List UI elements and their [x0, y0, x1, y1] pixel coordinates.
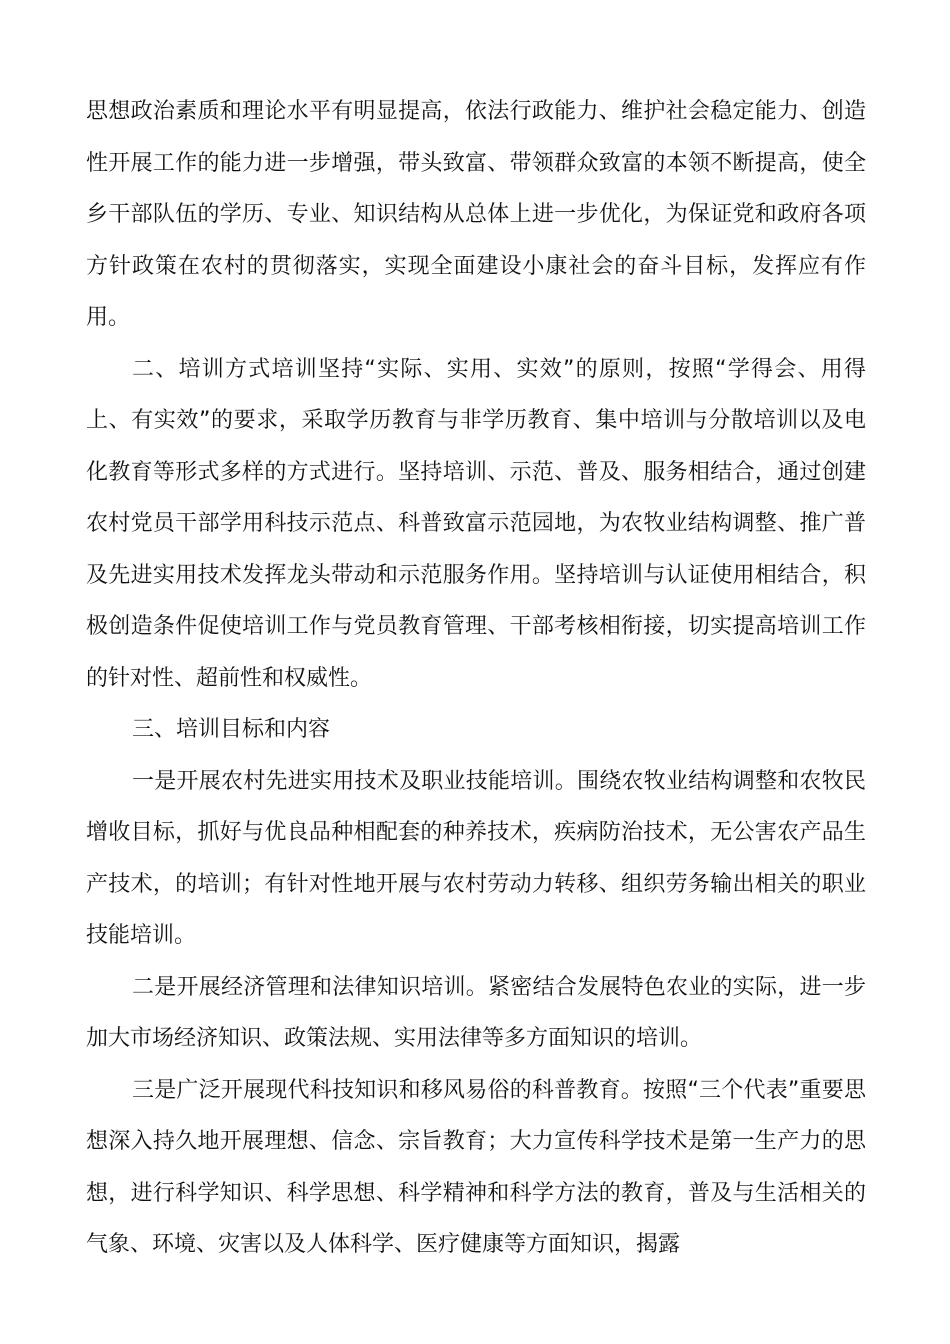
- paragraph-training-method: 二、培训方式培训坚持“实际、实用、实效”的原则，按照“学得会、用得上、有实效”的要求，采取学历教育与非学历教育、集中培训与分散培训以及电化教育等形式多样的方式进行。坚持培训、示范、普及、服务相结合，通过创建农村党员干部学用科技示范点、科普致富示范园地，为农牧业结构调整、推广普及先进实用技术发挥龙头带动和示范服务作用。坚持培训与认证使用相结合，积极创造条件促使培训工作与党员教育管理、干部考核相衔接，切实提高培训工作的针对性、超前性和权威性。: [86, 356, 866, 691]
- paragraph-item-one: 一是开展农村先进实用技术及职业技能培训。围绕农牧业结构调整和农牧民增收目标，抓好与优良品种相配套的种养技术，疾病防治技术，无公害农产品生产技术，的培训；有针对性地开展与农村劳动力转移、组织劳务输出相关的职业技能培训。: [86, 768, 866, 948]
- paragraph-item-two: 二是开展经济管理和法律知识培训。紧密结合发展特色农业的实际，进一步加大市场经济知识、政策法规、实用法律等多方面知识的培训。: [86, 974, 866, 1051]
- paragraph-continuation: 思想政治素质和理论水平有明显提高，依法行政能力、维护社会稳定能力、创造性开展工作的能力进一步增强，带头致富、带领群众致富的本领不断提高，使全乡干部队伍的学历、专业、知识结构从总体上进一步优化，为保证党和政府各项方针政策在农村的贯彻落实，实现全面建设小康社会的奋斗目标，发挥应有作用。: [86, 99, 866, 330]
- section-heading-goals: 三、培训目标和内容: [132, 717, 331, 742]
- paragraph-item-three: 三是广泛开展现代科技知识和移风易俗的科普教育。按照“三个代表”重要思想深入持久地开展理想、信念、宗旨教育；大力宣传科学技术是第一生产力的思想，进行科学知识、科学思想、科学精神和科学方法的教育，普及与生活相关的气象、环境、灾害以及人体科学、医疗健康等方面知识，揭露: [86, 1077, 866, 1257]
- document-page: [86, 86, 866, 1271]
